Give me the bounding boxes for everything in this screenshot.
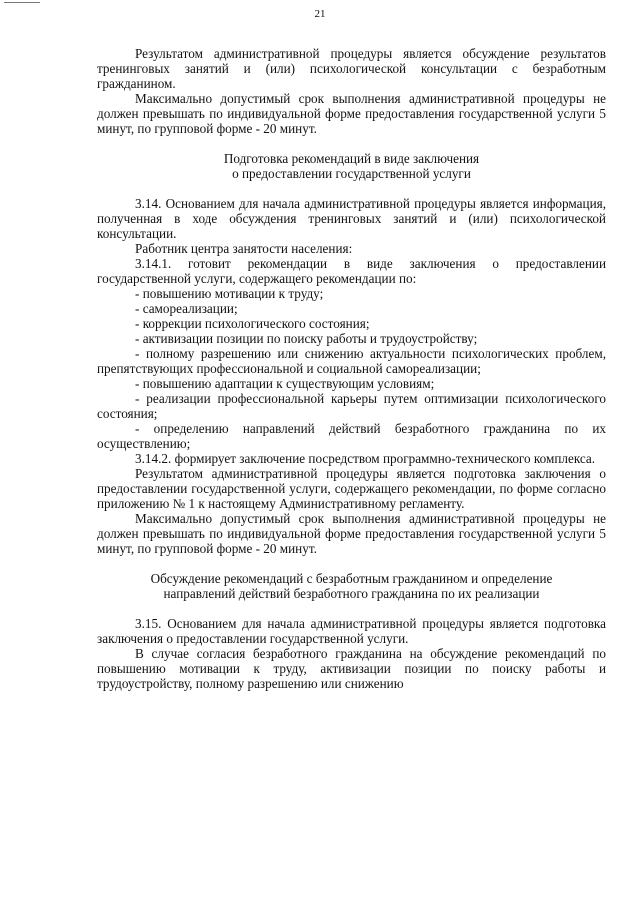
- list-item: - самореализации;: [135, 301, 238, 316]
- paragraph-consent: В случае согласия безработного гражданина на обсуждение рекомендаций по повышению мотивации к труду, активизации позиции по поиску работы и трудоустройству, полному разрешению или снижению: [97, 646, 606, 691]
- paragraph-employment-worker: Работник центра занятости населения:: [135, 241, 353, 256]
- list-item: - коррекции психологического состояния;: [135, 316, 370, 331]
- scan-corner-mark: [4, 2, 40, 3]
- paragraph-result-conclusion: Результатом административной процедуры является подготовка заключения о предоставлении государственной услуги, содержащего рекомендации, по форме согласно приложению № 1 к настоящему Административному регламенту.: [97, 466, 606, 511]
- paragraph-3-14: 3.14. Основанием для начала административной процедуры является информация, полученная в ходе обсуждения тренинговых занятий и (или) психологической консультации.: [97, 196, 606, 241]
- list-item: - активизации позиции по поиску работы и трудоустройству;: [135, 331, 478, 346]
- list-item: - полному разрешению или снижению актуальности психологических проблем, препятствующих профессиональной и социальной самореализации;: [97, 346, 606, 376]
- section-heading-recommendations-line-1: Подготовка рекомендаций в виде заключения: [223, 151, 480, 166]
- section-heading-discussion-line-2: направлений действий безработного гражданина по их реализации: [163, 586, 540, 601]
- paragraph-3-14-2: 3.14.2. формирует заключение посредством программно-технического комплекса.: [135, 451, 596, 466]
- list-item: - реализации профессиональной карьеры путем оптимизации психологического состояния;: [97, 391, 606, 421]
- recommendations-list: [97, 286, 606, 451]
- paragraph-result-discussion: Результатом административной процедуры является обсуждение результатов тренинговых занятий и (или) психологической консультации с безработным гражданином.: [97, 46, 606, 91]
- paragraph-3-15: 3.15. Основанием для начала административной процедуры является подготовка заключения о предоставлении государственной услуги.: [97, 616, 606, 646]
- list-item: - повышению адаптации к существующим условиям;: [135, 376, 435, 391]
- paragraph-3-14-1: 3.14.1. готовит рекомендации в виде заключения о предоставлении государственной услуги, содержащего рекомендации по:: [97, 256, 606, 286]
- document-body: [97, 46, 606, 691]
- paragraph-max-time-1: Максимально допустимый срок выполнения административной процедуры не должен превышать по индивидуальной форме предоставления государственной услуги 5 минут, по групповой форме - 20 минут.: [97, 91, 606, 136]
- paragraph-max-time-2: Максимально допустимый срок выполнения административной процедуры не должен превышать по индивидуальной форме предоставления государственной услуги 5 минут, по групповой форме - 20 минут.: [97, 511, 606, 556]
- section-heading-recommendations-line-2: о предоставлении государственной услуги: [232, 166, 471, 181]
- page-number: 21: [314, 8, 326, 20]
- list-item: - определению направлений действий безработного гражданина по их осуществлению;: [97, 421, 606, 451]
- list-item: - повышению мотивации к труду;: [135, 286, 324, 301]
- section-heading-discussion-line-1: Обсуждение рекомендаций с безработным гражданином и определение: [150, 571, 553, 586]
